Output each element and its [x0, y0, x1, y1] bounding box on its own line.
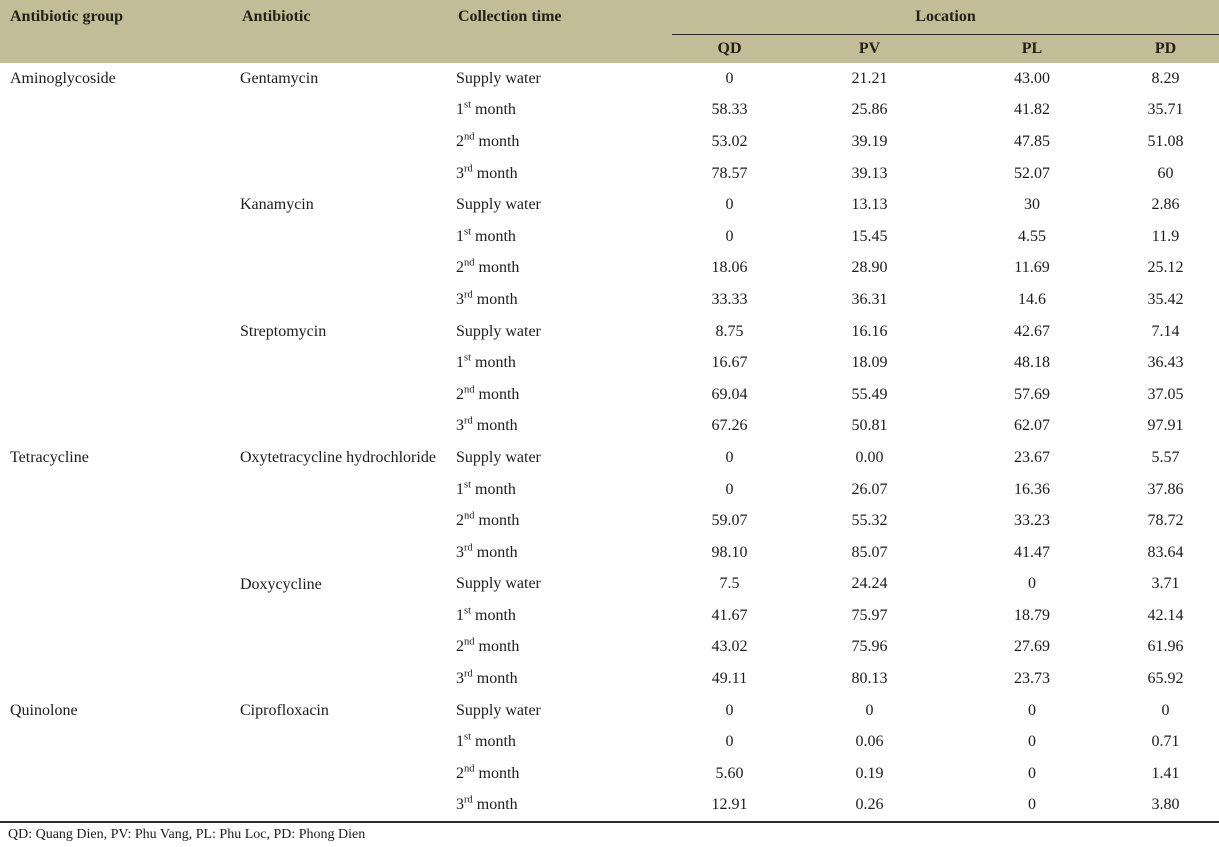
- collection-time-label: 1: [456, 733, 464, 751]
- ordinal-superscript: st: [464, 352, 472, 364]
- value-cell: 59.07: [711, 512, 748, 530]
- value-cell: 0: [725, 69, 734, 87]
- antibiotic-cell: Oxytetracycline hydrochloride: [240, 449, 436, 467]
- value-cell: 3.80: [1151, 796, 1180, 814]
- value-cell: 55.49: [851, 385, 888, 403]
- value-cell: 55.32: [851, 512, 888, 530]
- ordinal-superscript: nd: [464, 131, 475, 143]
- collection-time-label: 2: [456, 512, 464, 530]
- value-cell: 33.23: [1014, 512, 1050, 530]
- collection-time-label-rest: month: [471, 733, 516, 751]
- value-cell: 30: [1024, 196, 1040, 214]
- value-cell: 11.9: [1151, 227, 1180, 245]
- value-cell: 42.67: [1014, 322, 1050, 340]
- value-cell: 50.81: [851, 417, 888, 435]
- value-cell: 18.09: [851, 354, 888, 372]
- ordinal-superscript: st: [464, 226, 472, 238]
- ordinal-superscript: rd: [464, 542, 473, 554]
- collection-time-label: 2: [456, 132, 464, 150]
- collection-time-label: 2: [456, 764, 464, 782]
- table-row: [0, 442, 1219, 474]
- ordinal-superscript: rd: [464, 163, 473, 175]
- value-cell: 7.14: [1151, 322, 1180, 340]
- value-cell: 3.71: [1151, 575, 1180, 593]
- value-cell: 67.26: [711, 417, 748, 435]
- ordinal-superscript: nd: [464, 510, 475, 522]
- value-cell: 62.07: [1014, 417, 1050, 435]
- column-header-qd: QD: [672, 34, 787, 63]
- value-cell: 0: [725, 701, 734, 719]
- value-cell: 98.10: [711, 543, 748, 561]
- value-cell: 12.91: [711, 796, 748, 814]
- collection-time-cell: [448, 474, 672, 506]
- value-cell: 16.36: [1014, 480, 1050, 498]
- value-cell: 15.45: [851, 227, 888, 245]
- collection-time-label: 3: [456, 164, 464, 182]
- value-cell: 83.64: [1147, 543, 1184, 561]
- collection-time-cell: [448, 221, 672, 253]
- column-header-antibiotic: Antibiotic: [232, 0, 448, 63]
- value-cell: 2.86: [1151, 196, 1180, 214]
- value-cell: 13.13: [851, 196, 888, 214]
- ordinal-superscript: nd: [464, 258, 475, 270]
- collection-time-label: 1: [456, 606, 464, 624]
- value-cell: 28.90: [851, 259, 888, 277]
- value-cell: 0: [1028, 701, 1036, 719]
- antibiotic-cell: Ciprofloxacin: [240, 701, 329, 719]
- value-cell: 11.69: [1014, 259, 1050, 277]
- value-cell: 0: [725, 448, 734, 466]
- collection-time-cell: [448, 63, 672, 95]
- collection-time-label-rest: month: [472, 290, 518, 308]
- collection-time-cell: [448, 189, 672, 221]
- collection-time-cell: [448, 158, 672, 190]
- value-cell: 69.04: [711, 385, 748, 403]
- antibiotic-group-cell: Tetracycline: [10, 449, 89, 467]
- value-cell: 18.79: [1014, 606, 1050, 624]
- value-cell: 25.12: [1147, 259, 1184, 277]
- collection-time-label: Supply water: [456, 575, 541, 593]
- antibiotic-group-cell: Quinolone: [10, 701, 78, 719]
- value-cell: 0: [725, 196, 734, 214]
- value-cell: 0: [865, 701, 874, 719]
- collection-time-cell: [448, 758, 672, 790]
- collection-time-label: Supply water: [456, 448, 541, 466]
- table-footnote: QD: Quang Dien, PV: Phu Vang, PL: Phu Loc, PD: Phong Dien: [0, 821, 1219, 843]
- value-cell: 37.05: [1147, 385, 1184, 403]
- value-cell: 0.26: [855, 796, 884, 814]
- collection-time-cell: [448, 95, 672, 127]
- value-cell: 43.02: [711, 638, 748, 656]
- collection-time-cell: [448, 126, 672, 158]
- collection-time-label: Supply water: [456, 69, 541, 87]
- collection-time-label-rest: month: [472, 543, 518, 561]
- collection-time-label-rest: month: [471, 101, 516, 119]
- value-cell: 27.69: [1014, 638, 1050, 656]
- value-cell: 8.75: [715, 322, 744, 340]
- collection-time-cell: [448, 600, 672, 632]
- value-cell: 78.72: [1147, 512, 1184, 530]
- value-cell: 48.18: [1014, 354, 1050, 372]
- collection-time-label: 3: [456, 670, 464, 688]
- collection-time-label-rest: month: [474, 764, 520, 782]
- antibiotic-group-cell: Aminoglycoside: [10, 70, 116, 87]
- value-cell: 0.00: [855, 448, 884, 466]
- value-cell: 0.19: [855, 764, 884, 782]
- collection-time-label-rest: month: [471, 480, 516, 498]
- value-cell: 16.67: [711, 354, 748, 372]
- value-cell: 60: [1157, 164, 1174, 182]
- collection-time-label: 3: [456, 417, 464, 435]
- collection-time-cell: [448, 284, 672, 316]
- value-cell: 35.71: [1147, 101, 1184, 119]
- collection-time-label-rest: month: [471, 354, 516, 372]
- value-cell: 0: [725, 227, 734, 245]
- value-cell: 97.91: [1147, 417, 1184, 435]
- value-cell: 5.57: [1151, 448, 1180, 466]
- value-cell: 41.82: [1014, 101, 1050, 119]
- value-cell: 0: [1028, 796, 1036, 814]
- table-row: [0, 695, 1219, 727]
- collection-time-label: 2: [456, 259, 464, 277]
- ordinal-superscript: st: [464, 100, 472, 112]
- value-cell: 21.21: [851, 69, 888, 87]
- value-cell: 42.14: [1147, 606, 1184, 624]
- value-cell: 35.42: [1147, 290, 1184, 308]
- ordinal-superscript: rd: [464, 795, 473, 807]
- collection-time-cell: [448, 537, 672, 569]
- collection-time-cell: [448, 379, 672, 411]
- column-header-pd: PD: [1112, 34, 1219, 63]
- collection-time-cell: [448, 695, 672, 727]
- collection-time-label: 3: [456, 543, 464, 561]
- value-cell: 33.33: [711, 290, 748, 308]
- ordinal-superscript: st: [464, 731, 472, 743]
- value-cell: 61.96: [1147, 638, 1184, 656]
- value-cell: 26.07: [851, 480, 888, 498]
- value-cell: 1.41: [1151, 764, 1180, 782]
- value-cell: 0.71: [1151, 733, 1180, 751]
- ordinal-superscript: nd: [464, 384, 475, 396]
- collection-time-label-rest: month: [471, 606, 516, 624]
- collection-time-cell: [448, 347, 672, 379]
- value-cell: 80.13: [851, 670, 888, 688]
- collection-time-label-rest: month: [474, 132, 520, 150]
- column-header-location: Location: [672, 0, 1219, 34]
- value-cell: 14.6: [1018, 290, 1046, 308]
- antibiotic-cell: Gentamycin: [240, 70, 319, 87]
- value-cell: 0: [1028, 575, 1036, 593]
- value-cell: 51.08: [1147, 132, 1184, 150]
- ordinal-superscript: rd: [464, 416, 473, 427]
- value-cell: 36.31: [851, 290, 888, 308]
- collection-time-cell: [448, 569, 672, 601]
- antibiotic-cell: Streptomycin: [240, 322, 327, 340]
- collection-time-cell: [448, 411, 672, 443]
- collection-time-label: 1: [456, 227, 464, 245]
- table-body: [0, 63, 1219, 821]
- collection-time-label: 1: [456, 480, 464, 498]
- value-cell: 41.67: [711, 606, 748, 624]
- value-cell: 5.60: [715, 764, 744, 782]
- value-cell: 7.5: [719, 575, 740, 593]
- value-cell: 75.97: [851, 606, 888, 624]
- collection-time-label-rest: month: [474, 638, 520, 656]
- value-cell: 52.07: [1014, 164, 1050, 182]
- value-cell: 39.13: [851, 164, 888, 182]
- value-cell: 43.00: [1014, 69, 1050, 87]
- value-cell: 0: [725, 733, 734, 751]
- collection-time-label-rest: month: [472, 670, 518, 688]
- value-cell: 0: [1161, 701, 1170, 719]
- antibiotic-cell: Doxycycline: [240, 575, 322, 593]
- value-cell: 78.57: [711, 164, 748, 182]
- value-cell: 39.19: [851, 132, 888, 150]
- collection-time-label: 2: [456, 638, 464, 656]
- collection-time-label-rest: month: [472, 796, 518, 814]
- collection-time-cell: [448, 505, 672, 537]
- value-cell: 41.47: [1014, 543, 1050, 561]
- value-cell: 58.33: [711, 101, 748, 119]
- collection-time-label: 1: [456, 354, 464, 372]
- ordinal-superscript: rd: [464, 289, 473, 301]
- collection-time-cell: [448, 632, 672, 664]
- collection-time-label-rest: month: [472, 417, 518, 435]
- value-cell: 0.06: [855, 733, 884, 751]
- collection-time-label: Supply water: [456, 701, 541, 719]
- collection-time-label-rest: month: [474, 512, 520, 530]
- collection-time-label: 3: [456, 290, 464, 308]
- ordinal-superscript: st: [464, 479, 472, 491]
- value-cell: 0: [725, 480, 734, 498]
- value-cell: 53.02: [711, 132, 748, 150]
- ordinal-superscript: nd: [464, 637, 475, 649]
- value-cell: 75.96: [851, 638, 888, 656]
- collection-time-cell: [448, 316, 672, 348]
- collection-time-label-rest: month: [471, 227, 516, 245]
- collection-time-label-rest: month: [472, 164, 518, 182]
- value-cell: 85.07: [851, 543, 888, 561]
- value-cell: 25.86: [851, 101, 888, 119]
- collection-time-label: 2: [456, 385, 464, 403]
- value-cell: 23.67: [1014, 448, 1050, 466]
- value-cell: 8.29: [1151, 69, 1180, 87]
- collection-time-cell: [448, 726, 672, 758]
- value-cell: 0: [1028, 764, 1036, 782]
- column-header-collection-time: Collection time: [448, 0, 672, 63]
- table-row: [0, 63, 1219, 95]
- value-cell: 0: [1028, 733, 1036, 751]
- ordinal-superscript: rd: [464, 668, 473, 680]
- collection-time-label-rest: month: [474, 259, 520, 277]
- ordinal-superscript: st: [464, 605, 472, 617]
- value-cell: 57.69: [1014, 385, 1050, 403]
- column-header-pl: PL: [952, 34, 1112, 63]
- collection-time-cell: [448, 663, 672, 695]
- value-cell: 65.92: [1147, 670, 1184, 688]
- value-cell: 16.16: [851, 322, 888, 340]
- value-cell: 23.73: [1014, 670, 1050, 688]
- value-cell: 49.11: [711, 670, 748, 688]
- collection-time-label: 3: [456, 796, 464, 814]
- collection-time-label: Supply water: [456, 196, 541, 214]
- value-cell: 47.85: [1014, 132, 1050, 150]
- column-header-antibiotic-group: Antibiotic group: [0, 0, 232, 63]
- value-cell: 18.06: [711, 259, 748, 277]
- ordinal-superscript: nd: [464, 763, 475, 775]
- collection-time-label: Supply water: [456, 322, 541, 340]
- collection-time-cell: [448, 253, 672, 285]
- antibiotic-cell: Kanamycin: [240, 196, 314, 214]
- collection-time-cell: [448, 790, 672, 822]
- value-cell: 4.55: [1018, 227, 1046, 245]
- table-header: [0, 0, 1219, 63]
- value-cell: 24.24: [851, 575, 888, 593]
- collection-time-cell: [448, 442, 672, 474]
- column-header-pv: PV: [787, 34, 952, 63]
- collection-time-label: 1: [456, 101, 464, 119]
- collection-time-label-rest: month: [474, 385, 520, 403]
- value-cell: 37.86: [1147, 480, 1184, 498]
- value-cell: 36.43: [1147, 354, 1184, 372]
